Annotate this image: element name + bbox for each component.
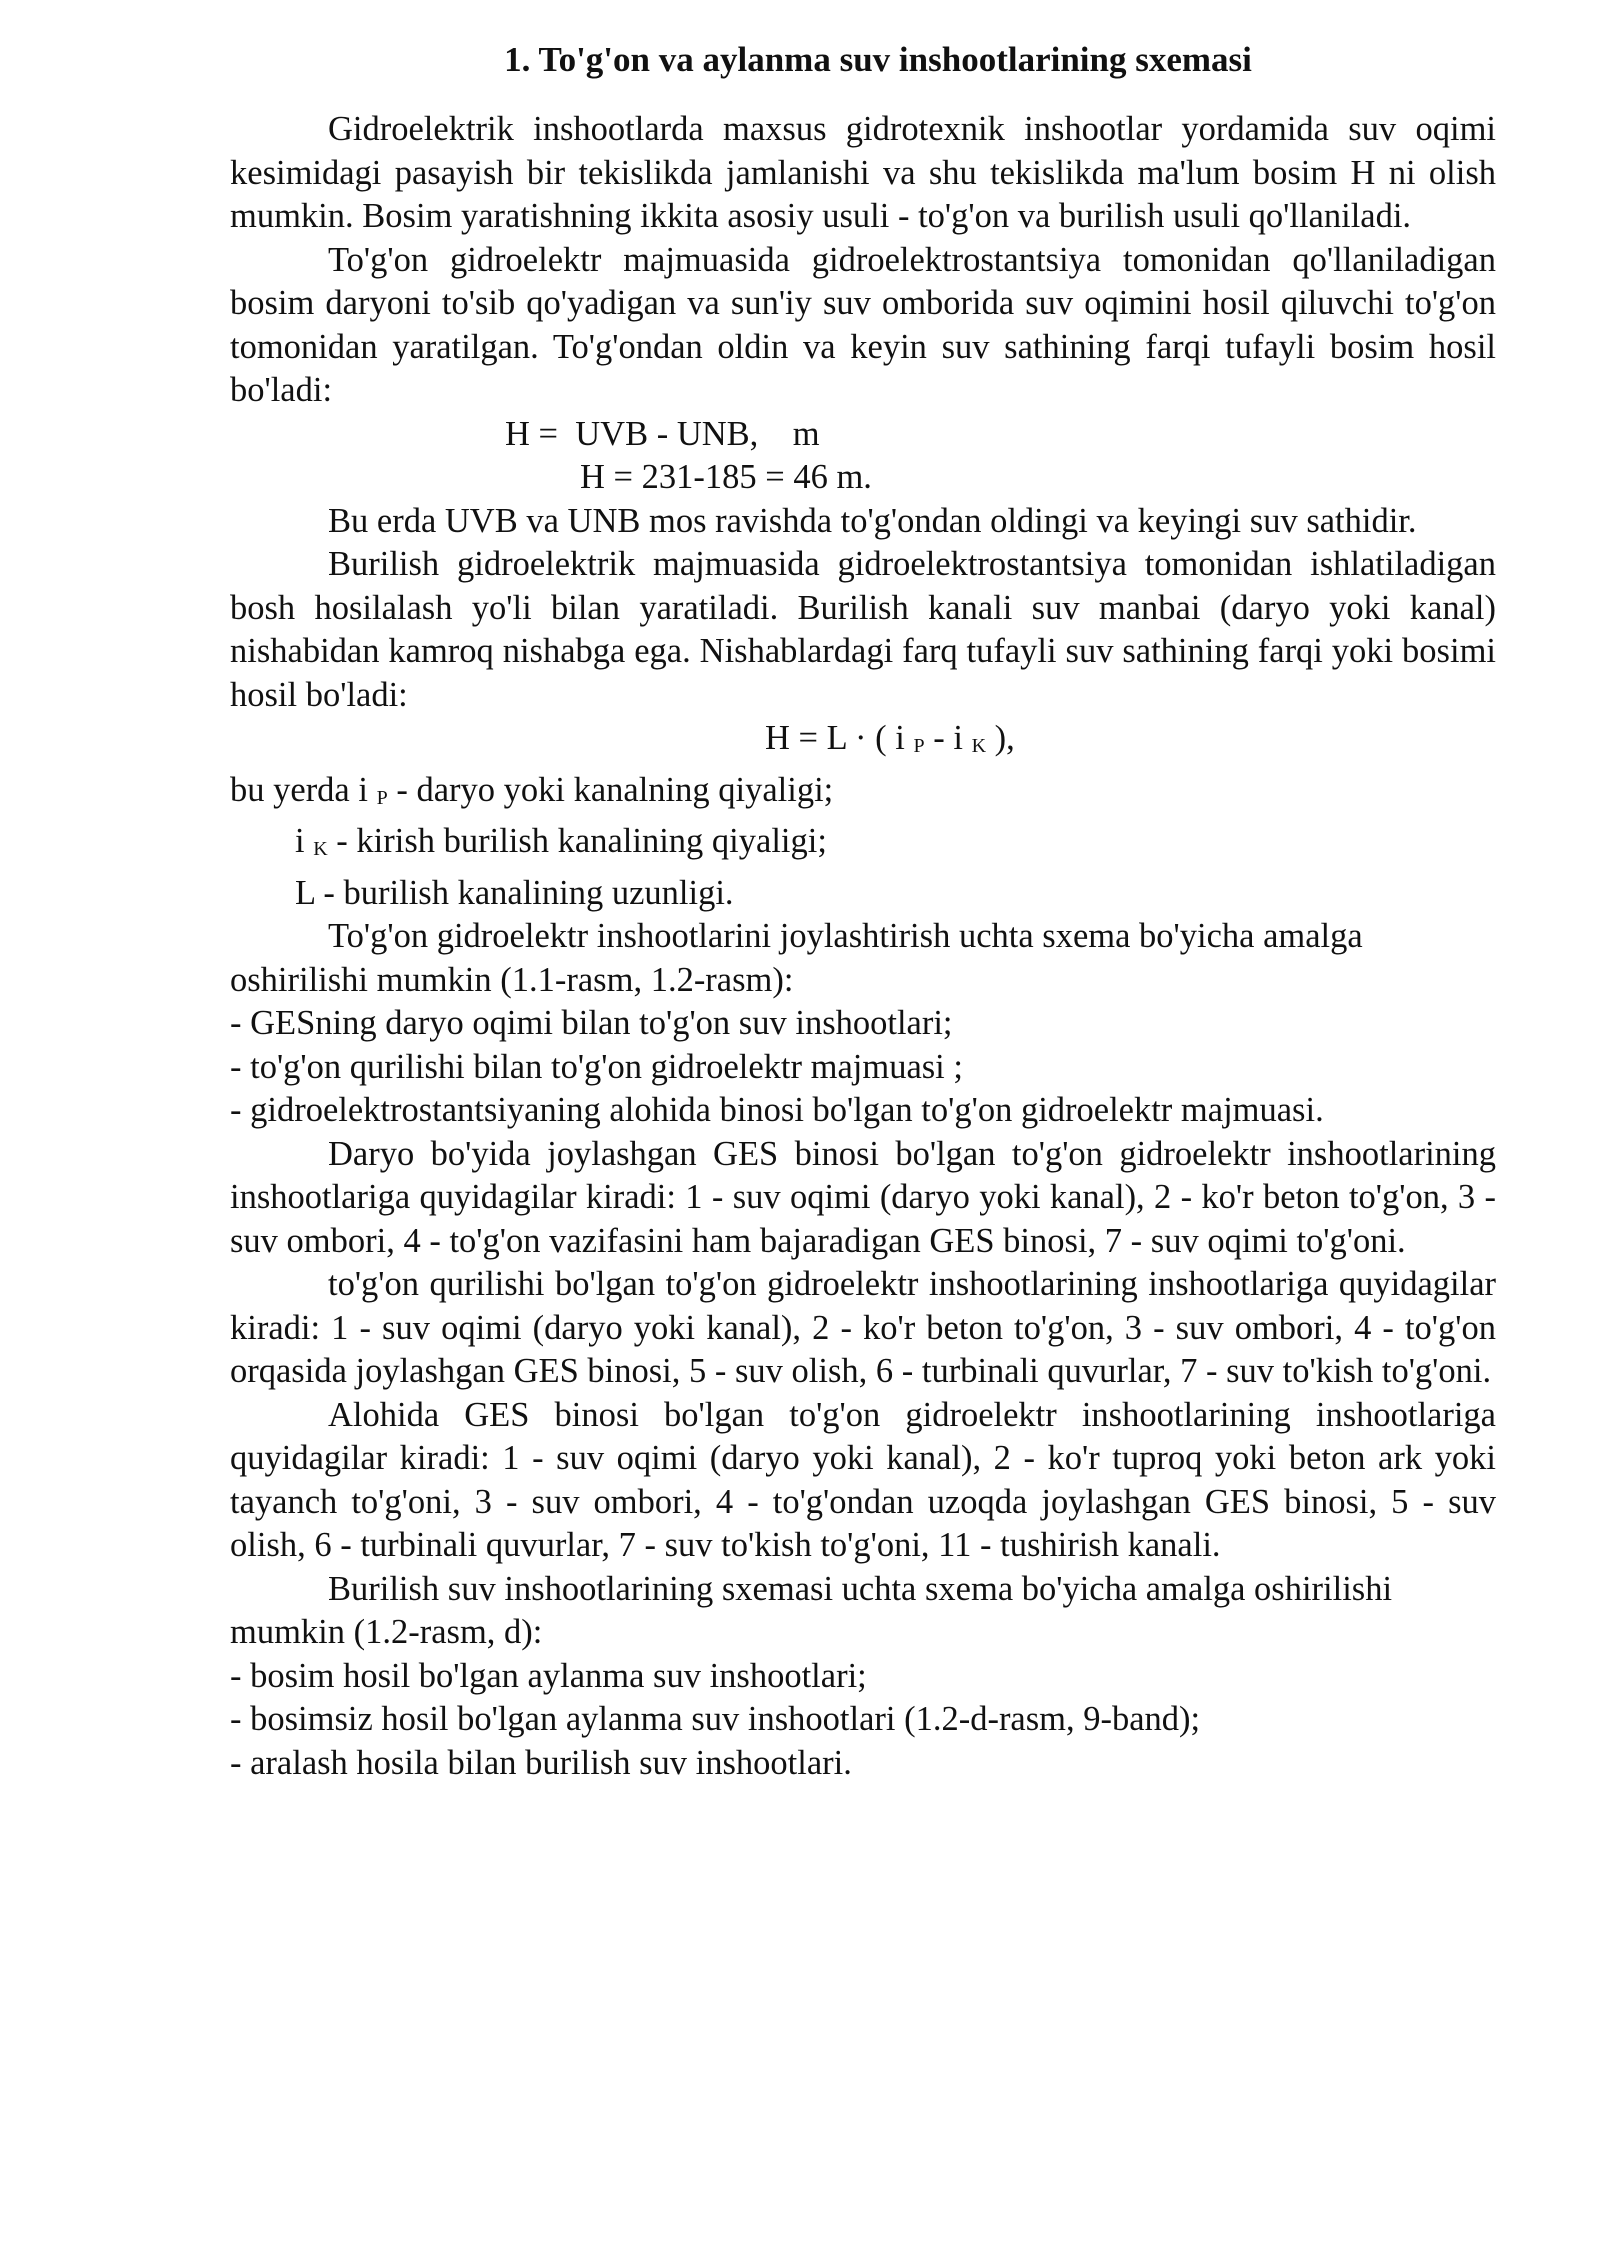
paragraph-dam-layouts: To'g'on gidroelektr inshootlarini joylashtirish uchta sxema bo'yicha amalga oshirilishi mumkin (1.1-rasm, 1.2-rasm): xyxy=(230,917,1363,999)
paragraph-riverbed-ges: Daryo bo'yida joylashgan GES binosi bo'lgan to'g'on gidroelektr inshootlarining inshootlariga quyidagilar kiradi: 1 - suv oqimi (daryo yoki kanal), 2 - ko'r beton to'g'on, 3 - suv ombori, 4 - to'g'on vazifasini ham bajaradigan GES binosi, 7 - suv oqimi to'g'oni. xyxy=(230,1134,1496,1260)
formula-subscript-p: P xyxy=(913,735,925,757)
formula-head-definition-text: H = UVB - UNB, m xyxy=(505,414,820,453)
formula-head-value-text: H = 231-185 = 46 m. xyxy=(580,458,872,496)
definition-ip xyxy=(230,769,1496,821)
definition-ik-text: - kirish burilish kanalining qiyaligi; xyxy=(327,822,827,860)
formula-head-definition xyxy=(230,413,1496,457)
list-item: - GESning daryo oqimi bilan to'g'on suv inshootlari; xyxy=(230,1004,953,1042)
paragraph-separate-ges: Alohida GES binosi bo'lgan to'g'on gidroelektr inshootlarining inshootlariga quyidagilar kiradi: 1 - suv oqimi (daryo yoki kanal), 2 - ko'r tuproq yoki beton ark yoki tayanch to'g'oni, 3 - suv ombori, 4 - to'g'ondan uzoqda joylashgan GES binosi, 5 - suv olish, 6 - turbinali quvurlar, 7 - suv to'kish to'g'oni, 11 - tushirish kanali. xyxy=(230,1395,1496,1564)
paragraph-dam-construction: to'g'on qurilishi bo'lgan to'g'on gidroelektr inshootlarining inshootlariga quyidagilar kiradi: 1 - suv oqimi (daryo yoki kanal), 2 - ko'r beton to'g'on, 3 - suv ombori, 4 - to'g'on orqasida joylashgan GES binosi, 5 - suv olish, 6 - turbinali quvurlar, 7 - suv to'kish to'g'oni. xyxy=(230,1265,1496,1390)
definition-ip-pre: bu yerda i xyxy=(230,770,377,809)
formula-subscript-k: K xyxy=(971,735,987,757)
paragraph-uvb-unb: Bu erda UVB va UNB mos ravishda to'g'ondan oldingi va keyingi suv sathidir. xyxy=(328,501,1417,540)
paragraph-diversion-layouts: Burilish suv inshootlarining sxemasi uchta sxema bo'yicha amalga oshirilishi mumkin (1.2-rasm, d): xyxy=(230,1569,1393,1651)
document-page xyxy=(230,38,1496,1785)
definition-ik-pre: i xyxy=(295,822,314,860)
definition-ip-subscript: P xyxy=(376,786,388,809)
list-item: - gidroelektrostantsiyaning alohida binosi bo'lgan to'g'on gidroelektr majmuasi. xyxy=(230,1091,1324,1129)
formula-diversion-mid: - i xyxy=(924,719,972,757)
formula-diversion-post: ), xyxy=(986,719,1015,757)
paragraph-diversion-scheme: Burilish gidroelektrik majmuasida gidroelektrostantsiya tomonidan ishlatiladigan bosh hosilalash yo'li bilan yaratiladi. Burilish kanali suv manbai (daryo yoki kanal) nishabidan kamroq nishabga ega. Nishablardagi farq tufayli suv sathining farqi yoki bosimi hosil bo'ladi: xyxy=(230,545,1496,714)
formula-diversion-head xyxy=(230,717,1496,769)
definition-ik xyxy=(230,820,1496,872)
formula-head-value xyxy=(230,456,1496,500)
section-title: 1. To'g'on va aylanma suv inshootlarining sxemasi xyxy=(504,40,1252,79)
definition-ik-subscript: K xyxy=(313,838,328,860)
list-item: - bosim hosil bo'lgan aylanma suv inshootlari; xyxy=(230,1656,867,1695)
list-item: - bosimsiz hosil bo'lgan aylanma suv inshootlari (1.2-d-rasm, 9-band); xyxy=(230,1700,1201,1738)
paragraph-dam-scheme: To'g'on gidroelektr majmuasida gidroelektrostantsiya tomonidan qo'llaniladigan bosim daryoni to'sib qo'yadigan va sun'iy suv omborida suv oqimini hosil qiluvchi to'g'on tomonidan yaratilgan. To'g'ondan oldin va keyin suv sathining farqi tufayli bosim hosil bo'ladi: xyxy=(230,240,1496,409)
list-item: - aralash hosila bilan burilish suv inshootlari. xyxy=(230,1743,852,1782)
definition-ip-text: - daryo yoki kanalning qiyaligi; xyxy=(387,770,834,809)
paragraph-intro: Gidroelektrik inshootlarda maxsus gidrotexnik inshootlar yordamida suv oqimi kesimidagi pasayish bir tekislikda jamlanishi va shu tekislikda ma'lum bosim H ni olish mumkin. Bosim yaratishning ikkita asosiy usuli - to'g'on va burilish usuli qo'llaniladi. xyxy=(230,110,1496,235)
definition-l: L - burilish kanalining uzunligi. xyxy=(295,873,734,912)
list-item: - to'g'on qurilishi bilan to'g'on gidroelektr majmuasi ; xyxy=(230,1047,963,1086)
formula-diversion-pre: H = L · ( i xyxy=(765,719,914,757)
